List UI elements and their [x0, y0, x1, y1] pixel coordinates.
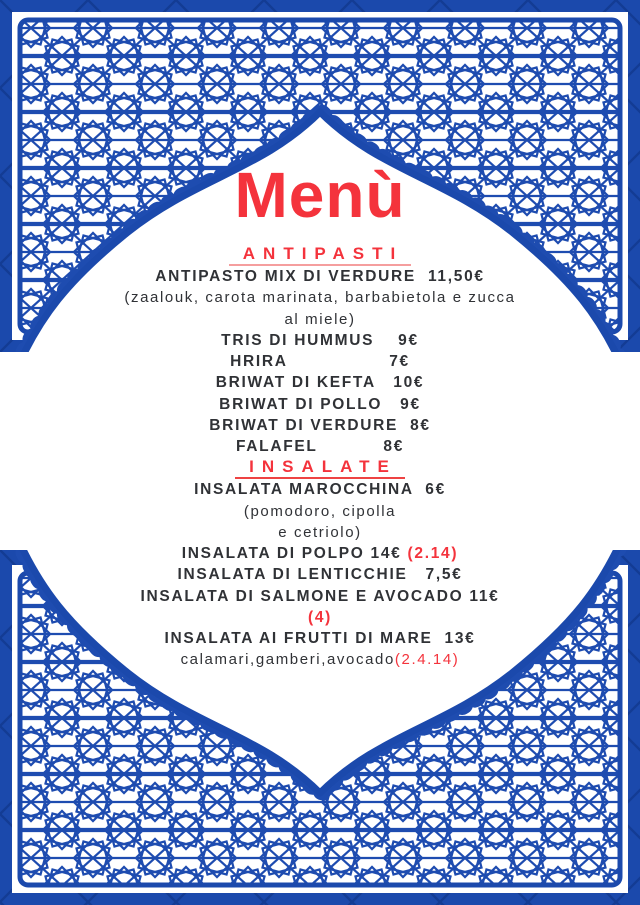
menu-line	[0, 330, 640, 351]
menu-line	[0, 607, 640, 628]
menu-lines	[0, 244, 640, 671]
menu-item-text: calamari,gamberi,avocado	[180, 651, 395, 669]
menu-line	[0, 372, 640, 393]
menu-line	[0, 266, 640, 287]
menu-item-text: HRIRA 7€	[230, 353, 410, 370]
menu-line	[0, 351, 640, 372]
menu-line	[0, 649, 640, 670]
menu-item-text: INSALATA DI LENTICCHIE 7,5€	[177, 566, 463, 584]
menu-line	[0, 394, 640, 415]
section-heading-label: INSALATE	[235, 457, 405, 479]
menu-item-text: BRIWAT DI VERDURE 8€	[209, 416, 431, 434]
allergen-note: (2.14)	[407, 545, 459, 562]
menu-item-text: e cetriolo)	[278, 523, 362, 541]
menu-line	[0, 309, 640, 330]
menu-item-text: (zaalouk, carota marinata, barbabietola e zucca	[124, 289, 516, 307]
menu-item-text: INSALATA DI POLPO 14€	[181, 545, 408, 562]
menu-item-text: INSALATA MAROCCHINA 6€	[194, 481, 446, 499]
section-heading	[0, 244, 640, 266]
menu-item-text: BRIWAT DI KEFTA 10€	[215, 374, 425, 392]
allergen-note: (2.4.14)	[394, 651, 460, 669]
menu-line	[0, 287, 640, 308]
menu-item-text: BRIWAT DI POLLO 9€	[219, 395, 421, 413]
section-heading	[0, 457, 640, 479]
menu-line	[0, 543, 640, 564]
menu-title: Menù	[234, 159, 406, 231]
menu-item-text: al miele)	[284, 310, 356, 328]
menu-item-text: FALAFEL 8€	[235, 438, 405, 455]
menu-line	[0, 522, 640, 543]
menu-line	[0, 586, 640, 607]
menu-item-text: (pomodoro, cipolla	[243, 502, 397, 520]
menu-line	[0, 501, 640, 522]
menu-item-text: INSALATA AI FRUTTI DI MARE 13€	[164, 630, 476, 647]
section-heading-label: ANTIPASTI	[229, 244, 411, 266]
menu-line	[0, 564, 640, 585]
menu-line	[0, 628, 640, 649]
menu-line	[0, 415, 640, 436]
allergen-note: (4)	[307, 608, 333, 626]
menu-item-text: TRIS DI HUMMUS 9€	[221, 331, 419, 349]
menu-item-text: INSALATA DI SALMONE E AVOCADO 11€	[140, 587, 500, 605]
menu-line	[0, 479, 640, 500]
menu-item-text: ANTIPASTO MIX DI VERDURE 11,50€	[155, 268, 485, 285]
menu-line	[0, 436, 640, 457]
